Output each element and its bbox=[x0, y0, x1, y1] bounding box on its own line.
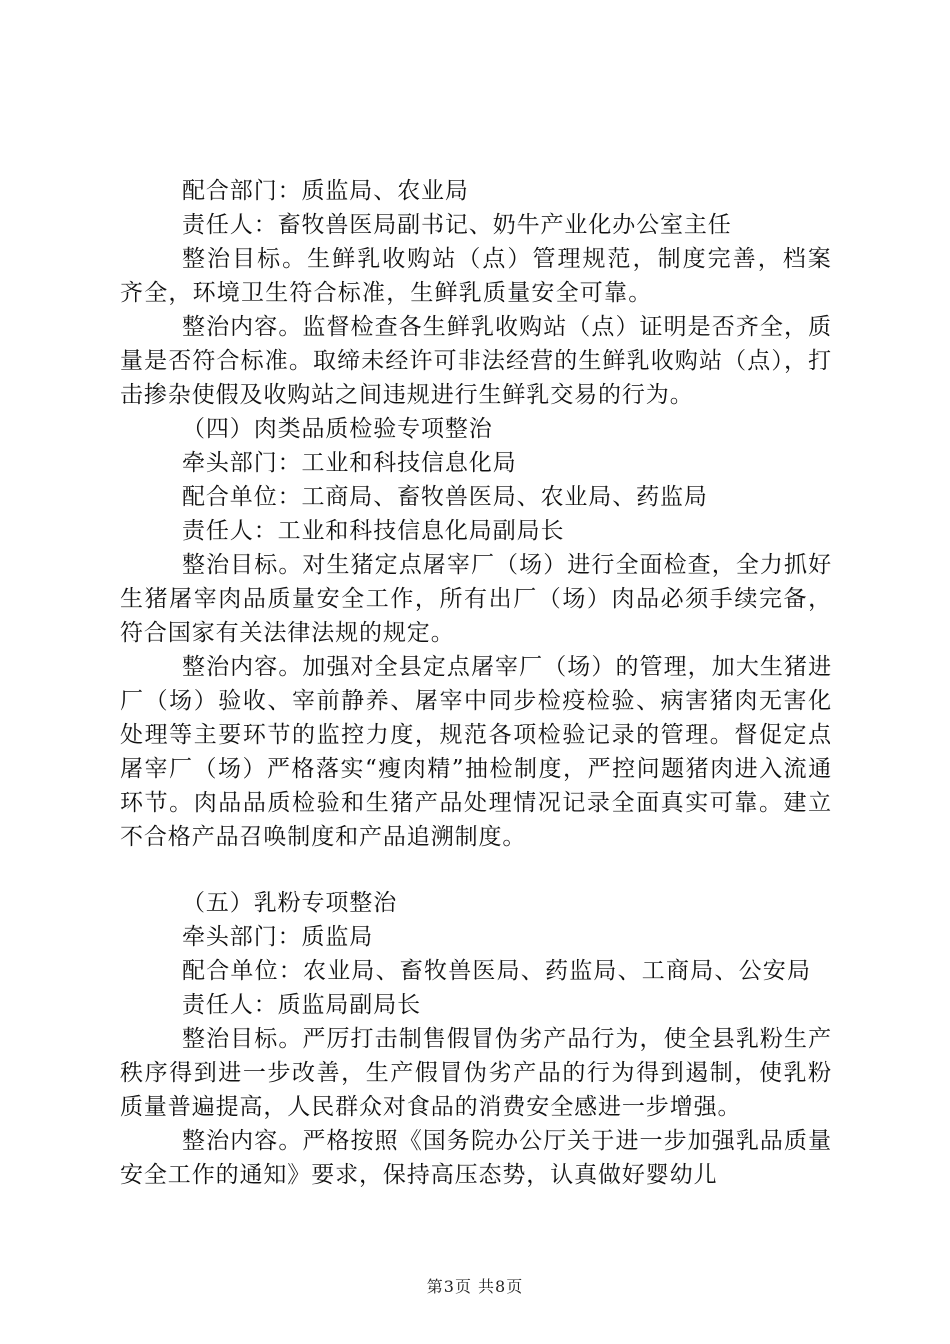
paragraph-content-meat: 整治内容。加强对全县定点屠宰厂（场）的管理，加大生猪进厂（场）验收、宰前静养、屠宰中同步检疫检验、病害猪肉无害化处理等主要环节的监控力度，规范各项检验记录的管理。督促定点屠宰厂（场）严格落实“瘦肉精”抽检制度，严控问题猪肉进入流通环节。肉品品质检验和生猪产品处理情况记录全面真实可靠。建立不合格产品召唤制度和产品追溯制度。 bbox=[120, 654, 832, 850]
paragraph-target-meat: 整治目标。对生猪定点屠宰厂（场）进行全面检查，全力抓好生猪屠宰肉品质量安全工作，所有出厂（场）肉品必须手续完备，符合国家有关法律法规的规定。 bbox=[120, 552, 832, 646]
paragraph-target-powder: 整治目标。严厉打击制售假冒伪劣产品行为，使全县乳粉生产秩序得到进一步改善，生产假冒伪劣产品的行为得到遏制，使乳粉质量普遍提高，人民群众对食品的消费安全感进一步增强。 bbox=[120, 1026, 832, 1120]
section-heading-milk-powder: （五）乳粉专项整治 bbox=[182, 890, 398, 916]
page-number-footer: 第3页 共8页 bbox=[426, 1277, 524, 1296]
paragraph-responsible-person-powder: 责任人：质监局副局长 bbox=[182, 992, 421, 1018]
paragraph-responsible-person-meat: 责任人：工业和科技信息化局副局长 bbox=[182, 518, 565, 544]
document-body bbox=[120, 174, 832, 1192]
paragraph-lead-department-powder: 牵头部门：质监局 bbox=[182, 924, 374, 950]
section-heading-meat-inspection: （四）肉类品质检验专项整治 bbox=[182, 416, 493, 442]
paragraph-responsible-person-milk: 责任人：畜牧兽医局副书记、奶牛产业化办公室主任 bbox=[182, 212, 732, 238]
paragraph-content-powder: 整治内容。严格按照《国务院办公厅关于进一步加强乳品质量安全工作的通知》要求，保持高压态势，认真做好婴幼儿 bbox=[120, 1128, 832, 1188]
paragraph-cooperating-units-meat: 配合单位：工商局、畜牧兽医局、农业局、药监局 bbox=[182, 484, 708, 510]
paragraph-cooperating-departments-milk: 配合部门：质监局、农业局 bbox=[182, 178, 469, 204]
paragraph-cooperating-units-powder: 配合单位：农业局、畜牧兽医局、药监局、工商局、公安局 bbox=[182, 958, 812, 984]
paragraph-target-milk: 整治目标。生鲜乳收购站（点）管理规范，制度完善，档案齐全，环境卫生符合标准，生鲜乳质量安全可靠。 bbox=[120, 246, 832, 306]
paragraph-content-milk: 整治内容。监督检查各生鲜乳收购站（点）证明是否齐全，质量是否符合标准。取缔未经许可非法经营的生鲜乳收购站（点），打击掺杂使假及收购站之间违规进行生鲜乳交易的行为。 bbox=[120, 314, 832, 408]
paragraph-gap bbox=[120, 854, 832, 886]
paragraph-lead-department-meat: 牵头部门：工业和科技信息化局 bbox=[182, 450, 517, 476]
